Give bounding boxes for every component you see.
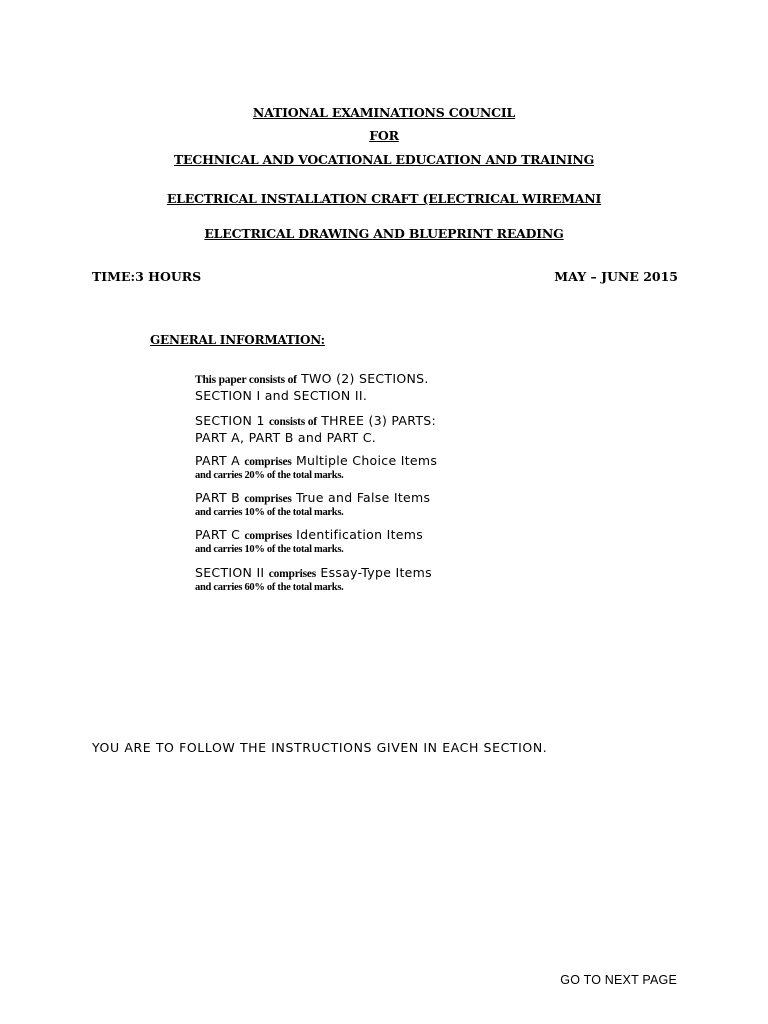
info-item-text: TWO (2) SECTIONS. xyxy=(296,371,429,386)
info-item-label: PART C xyxy=(195,527,245,542)
info-item-text: Identification Items xyxy=(291,527,424,542)
info-item-verb: comprises xyxy=(244,493,292,505)
info-item xyxy=(195,565,432,594)
info-item-text: Essay-Type Items xyxy=(316,565,432,580)
session-label: MAY – JUNE 2015 xyxy=(554,269,678,284)
info-item-text: THREE (3) PARTS: xyxy=(316,413,437,428)
time-label: TIME:3 HOURS xyxy=(92,269,202,284)
info-item-text: Multiple Choice Items xyxy=(291,453,438,468)
info-item xyxy=(195,490,430,519)
info-item xyxy=(195,371,429,403)
for-label: FOR xyxy=(369,128,399,143)
info-item-label: SECTION II xyxy=(195,565,269,580)
info-item xyxy=(195,413,436,445)
info-item-marks: and carries 10% of the total marks. xyxy=(195,544,344,555)
info-item-label: PART A xyxy=(195,453,245,468)
program-title: TECHNICAL AND VOCATIONAL EDUCATION AND TRAINING xyxy=(173,152,595,167)
info-item-line2: SECTION I and SECTION II. xyxy=(195,388,368,403)
info-item-intro: This paper consists of xyxy=(195,374,297,386)
info-item-marks: and carries 20% of the total marks. xyxy=(195,470,344,481)
info-item-label: PART B xyxy=(195,490,245,505)
council-title: NATIONAL EXAMINATIONS COUNCIL xyxy=(252,105,516,120)
general-info-heading: GENERAL INFORMATION: xyxy=(150,333,325,347)
info-item-line2: PART A, PART B and PART C. xyxy=(195,430,377,445)
info-item xyxy=(195,527,423,556)
info-item-text: True and False Items xyxy=(291,490,431,505)
info-item-verb: comprises xyxy=(268,568,317,580)
instructions-notice: YOU ARE TO FOLLOW THE INSTRUCTIONS GIVEN IN EACH SECTION. xyxy=(92,740,548,755)
info-item-marks: and carries 10% of the total marks. xyxy=(195,507,344,518)
exam-meta xyxy=(92,269,678,284)
course-title: ELECTRICAL INSTALLATION CRAFT (ELECTRICAL WIREMANI xyxy=(166,191,602,206)
info-item-label: SECTION 1 xyxy=(195,413,269,428)
info-item-verb: comprises xyxy=(244,530,292,542)
info-item-verb: consists of xyxy=(268,416,317,428)
info-item xyxy=(195,453,437,482)
next-page-label: GO TO NEXT PAGE xyxy=(560,973,677,987)
subject-title: ELECTRICAL DRAWING AND BLUEPRINT READING xyxy=(204,226,564,241)
info-item-verb: comprises xyxy=(244,456,292,468)
info-item-marks: and carries 60% of the total marks. xyxy=(195,582,344,593)
